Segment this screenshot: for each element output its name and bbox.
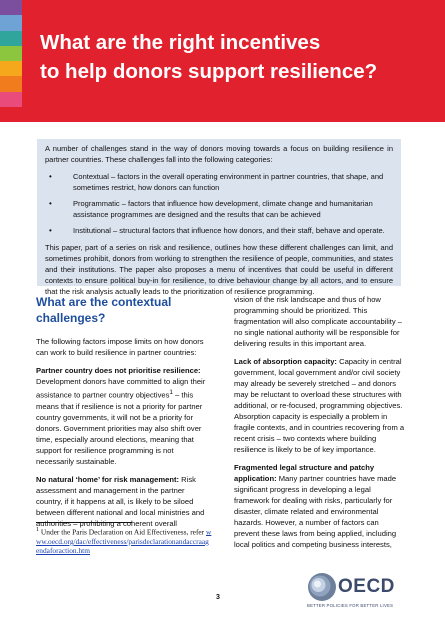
strip-band — [0, 46, 22, 61]
strip-band — [0, 92, 22, 107]
paragraph-title: No natural ‘home’ for risk management: — [36, 474, 180, 484]
left-column — [36, 294, 208, 536]
footnote-ref[interactable]: 1 — [169, 389, 173, 396]
intro-lead: A number of challenges stand in the way of donors moving towards a focus on building resilience in partner countries. These challenges fall into the following categories: — [45, 144, 393, 164]
section-heading: What are the contextual challenges? — [36, 295, 172, 325]
color-strip — [0, 0, 22, 122]
paragraph: vision of the risk landscape and thus of how programming should be prioritized. This fragmentation will also complicate accountability – no single national authority will be responsible for delivering results in this important area. — [234, 295, 402, 348]
paragraph-body: – this means that if resilience is not a priority for partner country governments, it will not be a priority for donors. Government priorities may also shift over time, especially around elections, meaning that support for resilience programming is not necessarily sustainable. — [36, 390, 203, 466]
paragraph — [234, 462, 406, 550]
logo-wordmark: OECD — [338, 576, 395, 597]
strip-band — [0, 15, 22, 30]
paragraph-body: Many partner countries have made significant progress in developing a legal framework for dealing with risks, particularly for disaster, climate related and environmental hazards. However, a number of factors can prevent these laws from being applied, including local politics and competing business interests, — [234, 474, 397, 549]
intro-box — [37, 139, 401, 296]
footnote-divider — [36, 522, 132, 523]
strip-band — [0, 31, 22, 46]
intro-closing: This paper, part of a series on risk and resilience, outlines how these different challenges can limit, and sometimes prohibit, donors from working to strengthen the resilience of people, communities, and states and their institutions. The paper also proposes a menu of incentives that could be useful in different contexts to ensure political buy-in for resilience, to drive behaviour change by all actors, and to ensure that the risk analysis actually leads to the prioritization of resilience programming. — [45, 243, 393, 296]
title-line-2: to help donors support resilience? — [40, 60, 378, 83]
footnote-text: Under the Paris Declaration on Aid Effectiveness, refer — [39, 527, 205, 537]
oecd-logo-icon — [307, 572, 337, 602]
paragraph-body: Risk assessment and management in the partner country, if it happens at all, is likely to be siloed between different national and local ministries and authorities – prohibiting a coherent overall — [36, 474, 205, 528]
footnote-number: 1 — [36, 527, 40, 533]
paragraph — [234, 356, 406, 455]
right-column — [234, 294, 406, 557]
title-line-1: What are the right incentives — [40, 31, 321, 54]
strip-band — [0, 0, 22, 15]
logo-tagline: BETTER POLICIES FOR BETTER LIVES — [307, 603, 394, 608]
paragraph — [36, 365, 208, 467]
paragraph-title: Lack of absorption capacity: — [234, 357, 337, 366]
paragraph-body: Development donors have committed to align their assistance to partner country objectives — [36, 377, 206, 400]
paragraph: The following factors impose limits on how donors can work to build resilience in partner countries: — [36, 337, 204, 357]
title-banner — [22, 0, 445, 122]
intro-bullet: • Programmatic – factors that influence how development, climate change and humanitarian assistance programmes are designed and the results that can be achieved — [45, 198, 393, 220]
intro-bullet: • Contextual – factors in the overall operating environment in partner countries, that shape, and sometimes restrict, how donors can function — [45, 171, 393, 193]
paragraph-title: Fragmented legal structure and patchy application: — [234, 463, 375, 483]
footnote — [36, 526, 212, 556]
footnote-link[interactable]: www.oecd.org/dac/effectiveness/parisdeclarationandaccraagendaforaction.htm — [36, 527, 212, 556]
paragraph — [36, 474, 208, 529]
paragraph-title: Partner country does not prioritise resilience: — [36, 366, 201, 375]
strip-band — [0, 107, 22, 122]
intro-bullet-list — [45, 171, 393, 236]
page-title — [40, 28, 377, 86]
paragraph-body: Capacity in central government, local government and/or civil society may already be severely stretched – and donors may be reluctant to overload these structures with additional, or re-focused, programming objectives. Absorption capacity is especially a problem in fragile contexts, and in countries recovering from a recent crisis – two contexts where building resilience is likely to be of key importance. — [234, 357, 405, 454]
strip-band — [0, 61, 22, 76]
strip-band — [0, 76, 22, 91]
page-number: 3 — [216, 594, 220, 601]
oecd-logo — [307, 572, 407, 612]
intro-bullet: • Institutional – structural factors that influence how donors, and their staff, behave and operate. — [45, 225, 393, 236]
